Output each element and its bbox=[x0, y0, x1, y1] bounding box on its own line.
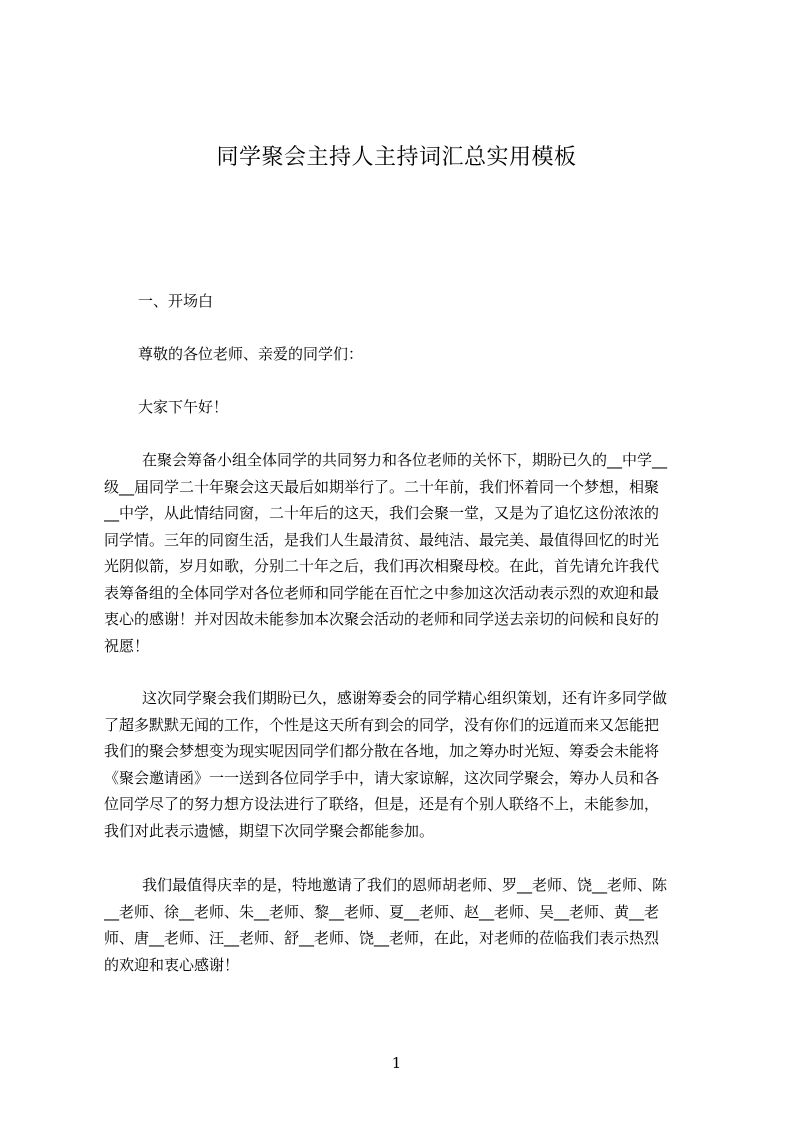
paragraph-3-line: 师、唐__老师、汪__老师、舒__老师、饶__老师，在此，对老师的莅临我们表示热烈 bbox=[104, 929, 660, 947]
section-heading: 一、开场白 bbox=[138, 292, 214, 310]
paragraph-2-line: 了超多默默无闻的工作，个性是这天所有到会的同学，没有你们的远道而来又怎能把 bbox=[104, 715, 660, 734]
paragraph-1-line: __中学，从此情结同窗，二十年后的这天，我们会聚一堂，又是为了追忆这份浓浓的 bbox=[104, 504, 660, 522]
paragraph-1-line: 祝愿！ bbox=[104, 636, 150, 655]
paragraph-3-line: 我们最值得庆幸的是，特地邀请了我们的恩师胡老师、罗__老师、饶__老师、陈 bbox=[142, 876, 668, 894]
paragraph-1-line: 同学情。三年的同窗生活，是我们人生最清贫、最纯洁、最完美、最值得回忆的时光 bbox=[104, 530, 660, 549]
paragraph-1-line: 级__届同学二十年聚会这天最后如期举行了。二十年前，我们怀着同一个梦想，相聚 bbox=[104, 477, 660, 496]
paragraph-1 bbox=[104, 447, 700, 659]
page-number: 1 bbox=[391, 1054, 402, 1072]
paragraph-2 bbox=[104, 685, 700, 844]
greeting-line: 大家下午好！ bbox=[138, 398, 229, 416]
paragraph-2-line: 位同学尽了的努力想方设法进行了联络，但是，还是有个别人联络不上，未能参加， bbox=[104, 795, 660, 813]
document-title: 同学聚会主持人主持词汇总实用模板 bbox=[216, 145, 577, 170]
paragraph-1-line: 表筹备组的全体同学对各位老师和同学能在百忙之中参加这次活动表示烈的欢迎和最 bbox=[104, 583, 660, 602]
paragraph-1-line: 衷心的感谢！并对因故未能参加本次聚会活动的老师和同学送去亲切的问候和良好的 bbox=[104, 610, 660, 628]
salutation-line: 尊敬的各位老师、亲爱的同学们： bbox=[138, 345, 364, 363]
paragraph-3-line: __老师、徐__老师、朱__老师、黎__老师、夏__老师、赵__老师、吴__老师、黄__老 bbox=[104, 902, 660, 921]
paragraph-3 bbox=[104, 872, 700, 978]
paragraph-2-line: 《聚会邀请函》一一送到各位同学手中，请大家谅解，这次同学聚会，筹办人员和各 bbox=[104, 768, 660, 787]
paragraph-2-line: 我们对此表示遗憾，期望下次同学聚会都能参加。 bbox=[104, 821, 435, 840]
paragraph-1-line: 在聚会筹备小组全体同学的共同努力和各位老师的关怀下，期盼已久的__中学__ bbox=[142, 451, 668, 469]
paragraph-3-line: 的欢迎和衷心感谢！ bbox=[104, 955, 240, 974]
paragraph-2-line: 我们的聚会梦想变为现实呢因同学们都分散在各地，加之筹办时光短、筹委会未能将 bbox=[104, 742, 660, 760]
paragraph-1-line: 光阴似箭，岁月如歌，分别二十年之后，我们再次相聚母校。在此，首先请允许我代 bbox=[104, 557, 660, 575]
paragraph-2-line: 这次同学聚会我们期盼已久，感谢筹委会的同学精心组织策划，还有许多同学做 bbox=[142, 689, 668, 707]
